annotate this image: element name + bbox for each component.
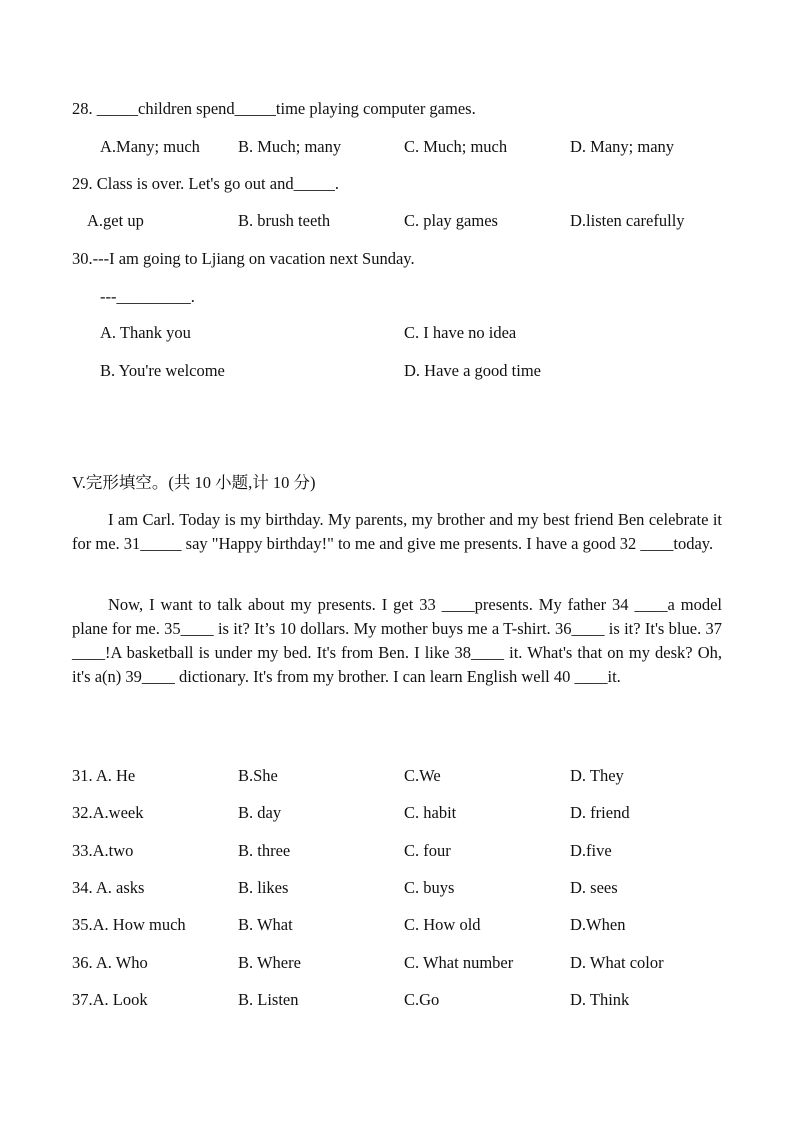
q28-option-b: B. Much; many: [238, 137, 342, 156]
cloze-33-option-b: B. three: [238, 841, 291, 860]
section-v-heading: V.完形填空。(共 10 小题,计 10 分): [72, 473, 316, 492]
q29-option-d: D.listen carefully: [570, 211, 685, 230]
cloze-32-option-d: D. friend: [570, 803, 630, 822]
cloze-36-option-b: B. Where: [238, 953, 301, 972]
q30-option-c: C. I have no idea: [404, 323, 517, 342]
cloze-31-option-d: D. They: [570, 766, 624, 785]
cloze-paragraph-1: I am Carl. Today is my birthday. My parents, my brother and my best friend Ben celebrate it for me. 31_____ say "Happy birthday!" to me and give me presents. I have a good 32 ____today.: [72, 510, 722, 553]
q28-option-a: A.Many; much: [100, 137, 200, 156]
cloze-32-option-c: C. habit: [404, 803, 457, 822]
cloze-34-option-c: C. buys: [404, 878, 455, 897]
q29-option-b: B. brush teeth: [238, 211, 331, 230]
cloze-37-option-d: D. Think: [570, 990, 630, 1009]
cloze-32-option-a: 32.A.week: [72, 803, 144, 822]
cloze-37-option-a: 37.A. Look: [72, 990, 148, 1009]
question-29-stem: 29. Class is over. Let's go out and_____.: [72, 174, 339, 193]
question-30-stem: 30.---I am going to Ljiang on vacation next Sunday.: [72, 249, 415, 268]
q28-option-c: C. Much; much: [404, 137, 508, 156]
cloze-36-option-c: C. What number: [404, 953, 514, 972]
question-30-reply: ---_________.: [100, 287, 195, 306]
cloze-34-option-b: B. likes: [238, 878, 289, 897]
cloze-36-option-d: D. What color: [570, 953, 664, 972]
q30-option-a: A. Thank you: [100, 323, 191, 342]
cloze-35-option-a: 35.A. How much: [72, 915, 186, 934]
cloze-34-option-a: 34. A. asks: [72, 878, 145, 897]
cloze-31-option-c: C.We: [404, 766, 441, 785]
q29-option-c: C. play games: [404, 211, 498, 230]
cloze-31-option-a: 31. A. He: [72, 766, 136, 785]
q30-option-d: D. Have a good time: [404, 361, 542, 380]
cloze-31-option-b: B.She: [238, 766, 278, 785]
question-28-stem: 28. _____children spend_____time playing computer games.: [72, 99, 476, 118]
cloze-33-option-a: 33.A.two: [72, 841, 134, 860]
cloze-35-option-b: B. What: [238, 915, 293, 934]
cloze-34-option-d: D. sees: [570, 878, 618, 897]
cloze-33-option-d: D.five: [570, 841, 612, 860]
cloze-35-option-c: C. How old: [404, 915, 481, 934]
cloze-35-option-d: D.When: [570, 915, 626, 934]
cloze-33-option-c: C. four: [404, 841, 451, 860]
cloze-paragraph-2: Now, I want to talk about my presents. I get 33 ____presents. My father 34 ____a model plane for me. 35____ is it? It’s 10 dollars. My mother buys me a T-shirt. 36____ is it? It's blue. 37 ____!A basketball is under my bed. It's from Ben. I like 38____ it. What's that on my desk? Oh, it's a(n) 39____ dictionary. It's from my brother. I can learn English well 40 ____it.: [72, 595, 722, 686]
cloze-37-option-c: C.Go: [404, 990, 440, 1009]
cloze-37-option-b: B. Listen: [238, 990, 299, 1009]
q30-option-b: B. You're welcome: [100, 361, 225, 380]
q29-option-a: A.get up: [87, 211, 144, 230]
q28-option-d: D. Many; many: [570, 137, 675, 156]
cloze-32-option-b: B. day: [238, 803, 282, 822]
cloze-36-option-a: 36. A. Who: [72, 953, 148, 972]
